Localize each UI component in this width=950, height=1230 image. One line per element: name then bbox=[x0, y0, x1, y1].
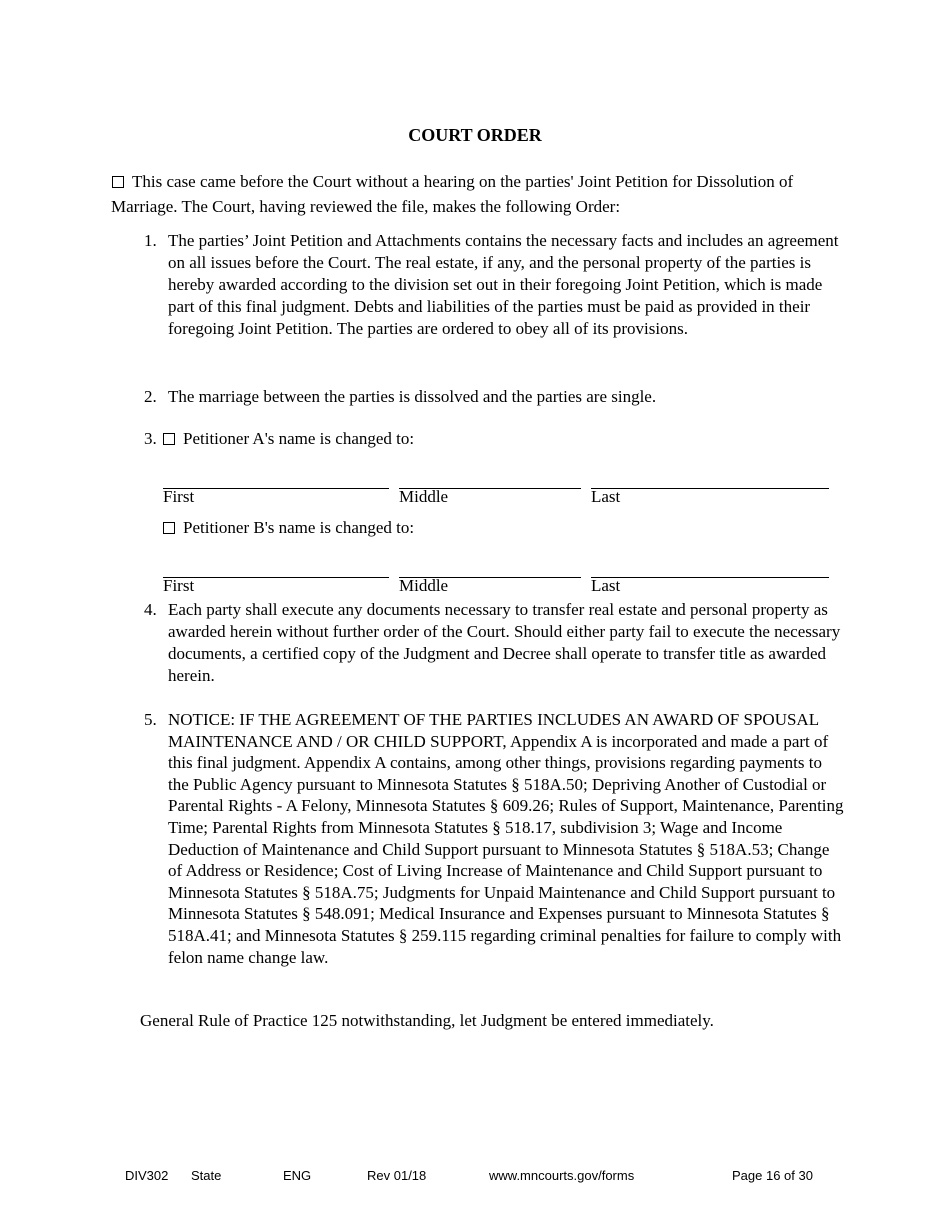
intro-paragraph bbox=[111, 169, 831, 219]
item-text: Each party shall execute any documents necessary to transfer real estate and personal property as awarded herein without further order of the Court. Should either party fail to execute the necessary documents, a certified copy of the Judgment and Decree shall operate to transfer title as awarded herein. bbox=[168, 600, 841, 685]
petitioner-a-checkbox[interactable] bbox=[163, 433, 175, 445]
footer-page-number: Page 16 of 30 bbox=[732, 1168, 813, 1183]
order-item-4 bbox=[144, 599, 844, 687]
first-label: First bbox=[163, 487, 195, 506]
intro-text: This case came before the Court without a hearing on the parties' Joint Petition for Dissolution of Marriage. The Court, having reviewed the file, makes the following Order: bbox=[111, 172, 794, 216]
petitioner-a-label: Petitioner A's name is changed to: bbox=[183, 429, 415, 448]
item-text: The parties’ Joint Petition and Attachments contains the necessary facts and includes an agreement on all issues before the Court. The real estate, if any, and the personal property of the parties is hereby awarded according to the division set out in their foregoing Joint Petition, which is made part of this final judgment. Debts and liabilities of the parties must be paid as provided in their foregoing Joint Petition. The parties are ordered to obey all of its provisions. bbox=[168, 231, 839, 338]
petitioner-b-checkbox[interactable] bbox=[163, 522, 175, 534]
item-number: 2. bbox=[144, 387, 157, 406]
middle-label: Middle bbox=[399, 487, 449, 506]
last-label: Last bbox=[591, 576, 621, 595]
footer-state: State bbox=[191, 1168, 222, 1183]
item-number: 1. bbox=[144, 231, 157, 250]
last-label: Last bbox=[591, 487, 621, 506]
order-item-1 bbox=[144, 230, 844, 340]
page-title: COURT ORDER bbox=[408, 125, 542, 145]
footer-form-number: DIV302 bbox=[125, 1168, 169, 1183]
item-number: 4. bbox=[144, 600, 157, 619]
footer-language: ENG bbox=[283, 1168, 312, 1183]
final-statement: General Rule of Practice 125 notwithstanding, let Judgment be entered immediately. bbox=[140, 1011, 714, 1030]
footer-revision: Rev 01/18 bbox=[367, 1168, 427, 1183]
petitioner-a-last-field[interactable] bbox=[591, 488, 829, 489]
item-text: The marriage between the parties is dissolved and the parties are single. bbox=[168, 387, 657, 406]
item-number: 5. bbox=[144, 710, 157, 729]
petitioner-b-row bbox=[163, 518, 414, 538]
petitioner-b-first-field[interactable] bbox=[163, 577, 389, 578]
first-label: First bbox=[163, 576, 195, 595]
order-item-5 bbox=[144, 709, 844, 968]
footer-url[interactable]: www.mncourts.gov/forms bbox=[489, 1168, 635, 1183]
joint-petition-checkbox[interactable] bbox=[112, 176, 124, 188]
item-number: 3. bbox=[144, 429, 157, 448]
item-text: NOTICE: IF THE AGREEMENT OF THE PARTIES INCLUDES AN AWARD OF SPOUSAL MAINTENANCE AND / OR CHILD SUPPORT, Appendix A is incorporated and made a part of this final judgment. Appendix A contains, among other things, provisions regarding payments to the Public Agency pursuant to Minnesota Statutes § 518A.50; Depriving Another of Custodial or Parental Rights - A Felony, Minnesota Statutes § 609.26; Rules of Support, Maintenance, Parenting Time; Parental Rights from Minnesota Statutes § 518.17, subdivision 3; Wage and Income Deduction of Maintenance and Child Support pursuant to Minnesota Statutes § 518A.53; Change of Address or Residence; Cost of Living Increase of Maintenance and Child Support pursuant to Minnesota Statutes § 518A.75; Judgments for Unpaid Maintenance and Child Support pursuant to Minnesota Statutes § 548.091; Medical Insurance and Expenses pursuant to Minnesota Statutes § 518A.41; and Minnesota Statutes § 259.115 regarding criminal penalties for failure to comply with felon name change law. bbox=[168, 710, 844, 967]
middle-label: Middle bbox=[399, 576, 449, 595]
order-item-2 bbox=[144, 386, 844, 408]
petitioner-b-label: Petitioner B's name is changed to: bbox=[183, 518, 415, 537]
petitioner-b-last-field[interactable] bbox=[591, 577, 829, 578]
petitioner-a-first-field[interactable] bbox=[163, 488, 389, 489]
petitioner-a-row bbox=[163, 429, 414, 449]
